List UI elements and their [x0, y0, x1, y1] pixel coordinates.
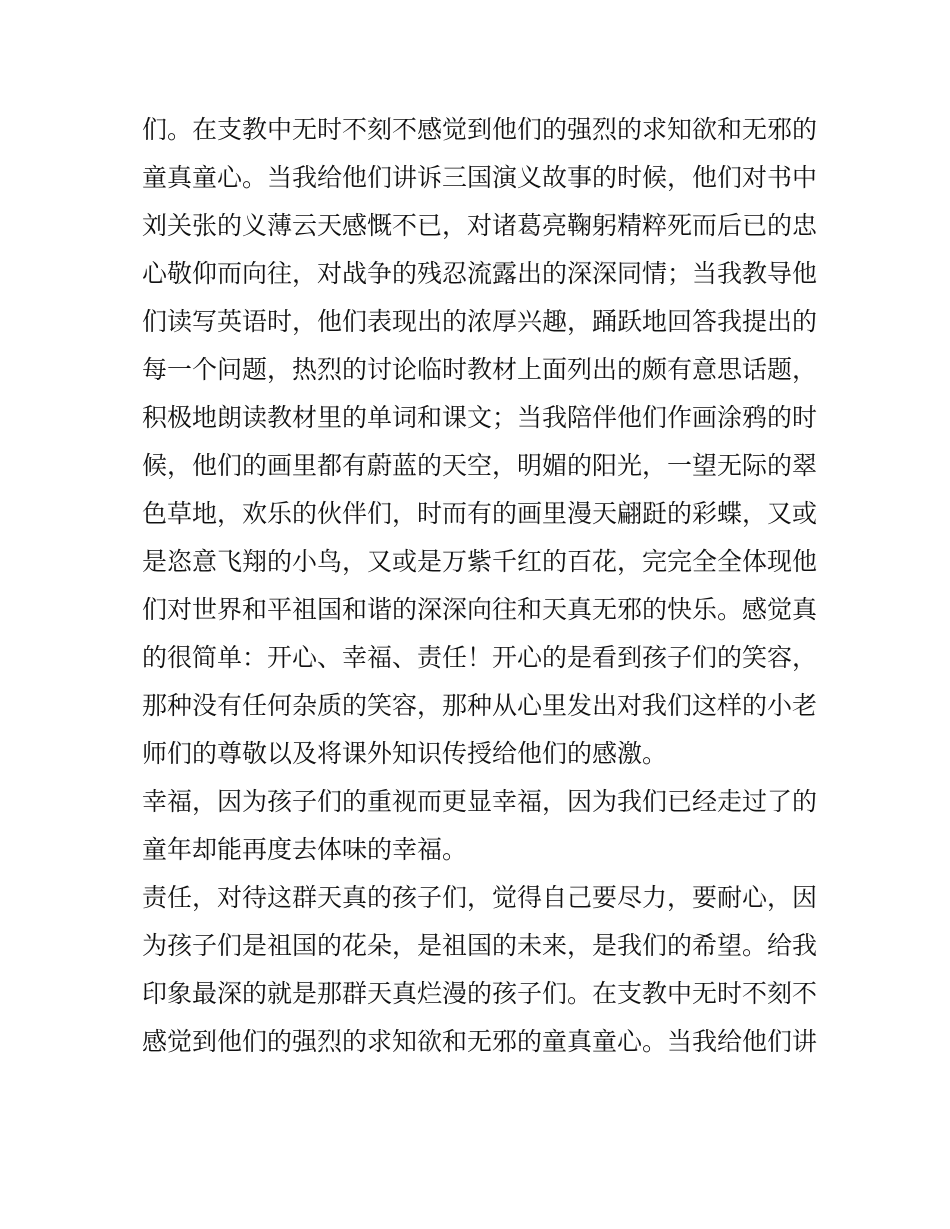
text-line: 童年却能再度去体味的幸福。	[142, 835, 468, 864]
text-line: 是恣意飞翔的小鸟，又或是万紫千红的百花，完完全全体现他	[142, 547, 818, 576]
text-line: 为孩子们是祖国的花朵，是祖国的未来，是我们的希望。给我	[142, 931, 818, 960]
text-line: 候，他们的画里都有蔚蓝的天空，明媚的阳光，一望无际的翠	[142, 451, 818, 480]
text-line: 刘关张的义薄云天感慨不已，对诸葛亮鞠躬精粹死而后已的忠	[142, 211, 818, 240]
text-line: 们。在支教中无时不刻不感觉到他们的强烈的求知欲和无邪的	[142, 115, 818, 144]
text-line: 童真童心。当我给他们讲诉三国演义故事的时候，他们对书中	[142, 163, 818, 192]
text-line: 印象最深的就是那群天真烂漫的孩子们。在支教中无时不刻不	[142, 979, 818, 1008]
text-line: 感觉到他们的强烈的求知欲和无邪的童真童心。当我给他们讲	[142, 1027, 818, 1056]
text-line: 那种没有任何杂质的笑容，那种从心里发出对我们这样的小老	[142, 691, 818, 720]
text-line: 幸福，因为孩子们的重视而更显幸福，因为我们已经走过了的	[142, 787, 818, 816]
text-line: 责任，对待这群天真的孩子们，觉得自己要尽力，要耐心，因	[142, 883, 818, 912]
text-line: 们读写英语时，他们表现出的浓厚兴趣，踊跃地回答我提出的	[142, 307, 818, 336]
text-line: 们对世界和平祖国和谐的深深向往和天真无邪的快乐。感觉真	[142, 595, 818, 624]
text-line: 色草地，欢乐的伙伴们，时而有的画里漫天翩跹的彩蝶，又或	[142, 499, 818, 528]
text-line: 师们的尊敬以及将课外知识传授给他们的感激。	[142, 739, 668, 768]
body-text	[142, 106, 822, 1066]
text-line: 每一个问题，热烈的讨论临时教材上面列出的颇有意思话题，	[142, 355, 818, 384]
text-line: 积极地朗读教材里的单词和课文；当我陪伴他们作画涂鸦的时	[142, 403, 818, 432]
text-line: 心敬仰而向往，对战争的残忍流露出的深深同情；当我教导他	[142, 259, 818, 288]
text-line: 的很简单：开心、幸福、责任！开心的是看到孩子们的笑容，	[142, 643, 818, 672]
